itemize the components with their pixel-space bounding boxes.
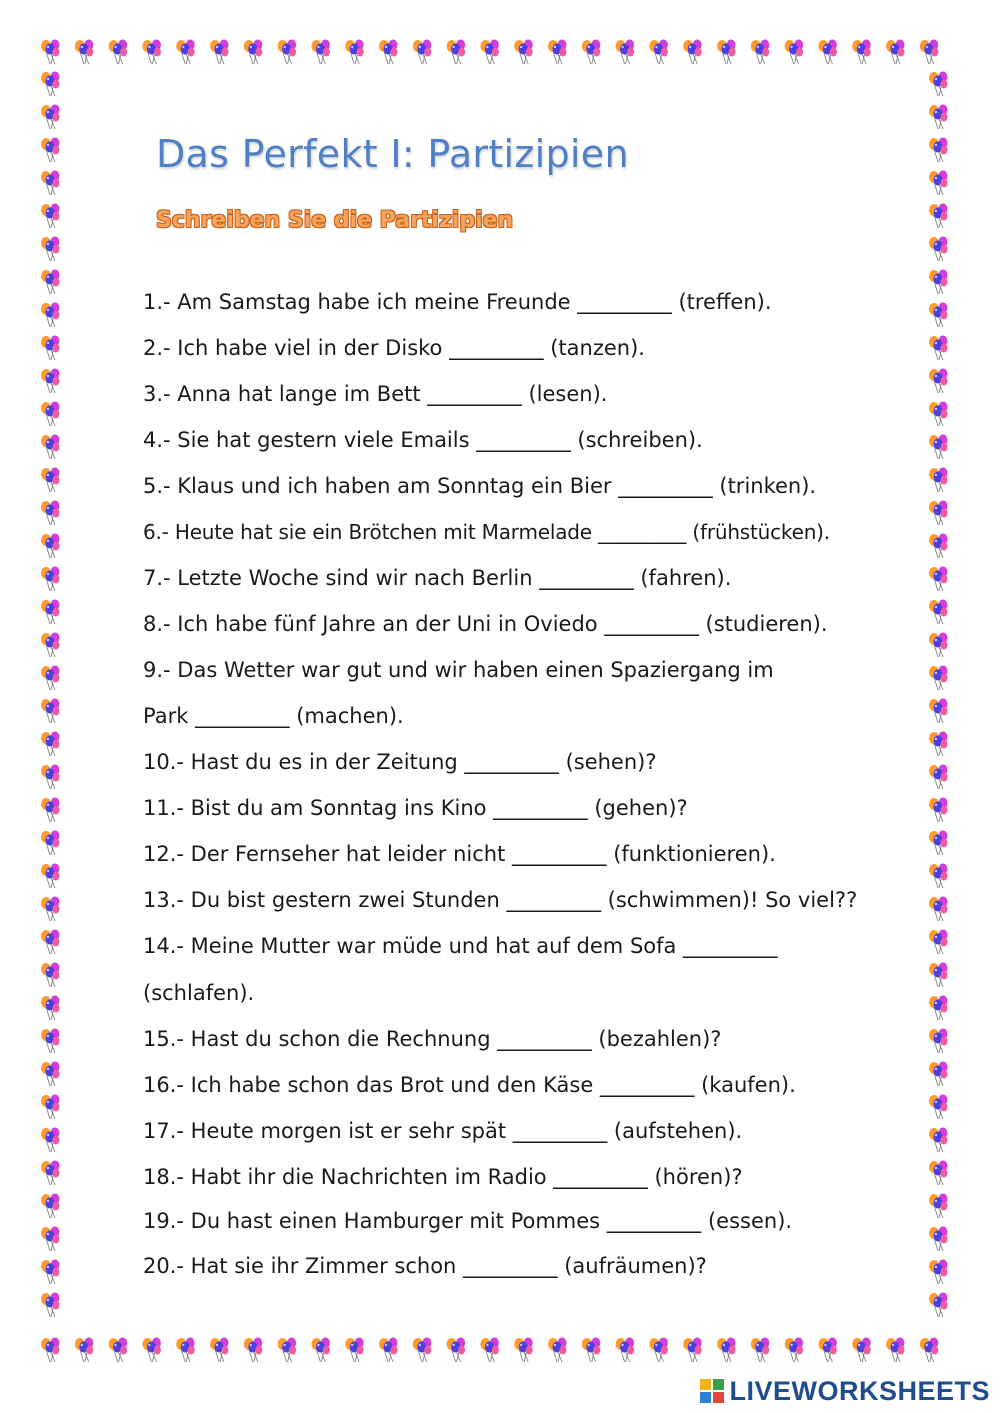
exercise-line-9: 9.- Das Wetter war gut und wir haben einen Spaziergang im [143,658,774,682]
balloon-icon [929,1161,948,1186]
balloon-icon [413,40,432,65]
balloon-icon [929,171,948,196]
balloon-icon [929,798,948,823]
exercise-line-14: 14.- Meine Mutter war müde und hat auf dem Sofa _________ [143,934,778,958]
balloon-icon [616,1338,635,1363]
balloon-icon [929,567,948,592]
balloon-icon [41,72,60,97]
balloon-icon [345,40,364,65]
balloon-icon [413,1338,432,1363]
balloon-icon [41,402,60,427]
exercise-line-7: 7.- Letzte Woche sind wir nach Berlin _________ (fahren). [143,566,732,590]
exercise-line-13: 13.- Du bist gestern zwei Stunden _________ (schwimmen)! So viel?? [143,888,858,912]
balloon-icon [929,369,948,394]
balloon-icon [929,1029,948,1054]
balloon-icon [41,1194,60,1219]
balloon-icon [929,138,948,163]
exercise-line-8: 8.- Ich habe fünf Jahre an der Uni in Oviedo _________ (studieren). [143,612,828,636]
balloon-icon [345,1338,364,1363]
exercise-line-19: 19.- Du hast einen Hamburger mit Pommes _________ (essen). [143,1209,793,1233]
liveworksheets-logo [699,1373,990,1409]
balloon-icon [929,303,948,328]
balloon-icon [929,105,948,130]
balloon-icon [929,633,948,658]
balloon-icon [929,1293,948,1318]
balloon-icon [929,1227,948,1252]
balloon-icon [818,40,837,65]
balloon-icon [379,1338,398,1363]
balloon-icon [41,963,60,988]
balloon-icon [41,666,60,691]
balloon-icon [717,40,736,65]
balloon-icon [929,204,948,229]
balloon-icon [41,204,60,229]
exercise-line-18: 18.- Habt ihr die Nachrichten im Radio _________ (hören)? [143,1165,743,1189]
balloon-icon [41,567,60,592]
balloon-icon [920,40,939,65]
balloon-icon [929,666,948,691]
exercise-line-2: 2.- Ich habe viel in der Disko _________ (tanzen). [143,336,645,360]
balloon-icon [109,40,128,65]
balloon-icon [41,435,60,460]
balloon-icon [41,831,60,856]
balloon-icon [176,1338,195,1363]
balloon-icon [582,1338,601,1363]
balloon-icon [514,1338,533,1363]
exercise-line-11: 11.- Bist du am Sonntag ins Kino _________ (gehen)? [143,796,688,820]
exercise-line-10: 10.- Hast du es in der Zeitung _________ (sehen)? [143,750,657,774]
exercise-line-20: 20.- Hat sie ihr Zimmer schon _________ (aufräumen)? [143,1254,707,1278]
balloon-icon [278,1338,297,1363]
balloon-icon [41,996,60,1021]
balloon-icon [480,1338,499,1363]
balloon-icon [41,237,60,262]
balloon-icon [41,633,60,658]
balloon-icon [41,897,60,922]
balloon-icon [929,1128,948,1153]
balloon-icon [886,1338,905,1363]
balloon-icon [41,138,60,163]
balloon-icon [41,1227,60,1252]
balloon-icon [41,40,60,65]
exercise-line-16: 16.- Ich habe schon das Brot und den Käse _________ (kaufen). [143,1073,796,1097]
balloon-icon [929,237,948,262]
balloon-icon [717,1338,736,1363]
balloon-icon [41,1029,60,1054]
balloon-icon [142,40,161,65]
balloon-icon [751,1338,770,1363]
balloon-icon [75,1338,94,1363]
balloon-icon [41,1095,60,1120]
balloon-icon [582,40,601,65]
balloon-icon [929,402,948,427]
balloon-icon [929,534,948,559]
balloon-icon [929,72,948,97]
balloon-icon [41,303,60,328]
exercise-line-1: 1.- Am Samstag habe ich meine Freunde _________ (treffen). [143,290,772,314]
balloon-icon [41,270,60,295]
balloon-icon [929,1260,948,1285]
balloon-icon [41,1161,60,1186]
balloon-icon [929,1194,948,1219]
balloon-icon [649,40,668,65]
balloon-icon [929,468,948,493]
balloon-icon [41,468,60,493]
balloon-icon [785,40,804,65]
balloon-icon [852,1338,871,1363]
balloon-icon [929,864,948,889]
balloon-icon [751,40,770,65]
balloon-icon [929,435,948,460]
balloon-icon [41,765,60,790]
balloon-icon [41,1128,60,1153]
balloon-icon [41,1260,60,1285]
balloon-icon [929,930,948,955]
balloon-icon [929,1062,948,1087]
liveworksheets-logo-text: LIVEWORKSHEETS [729,1375,990,1406]
balloon-icon [41,171,60,196]
exercise-line-12: 12.- Der Fernseher hat leider nicht _________ (funktionieren). [143,842,776,866]
balloon-icon [210,40,229,65]
balloon-icon [244,40,262,65]
exercise-line-9-cont: Park _________ (machen). [143,704,404,728]
balloon-icon [41,1338,60,1363]
balloon-icon [41,336,60,361]
balloon-icon [929,897,948,922]
balloon-icon [142,1338,161,1363]
balloon-icon [109,1338,128,1363]
balloon-icon [41,501,60,526]
balloon-icon [41,105,60,130]
balloon-icon [41,1293,60,1318]
balloon-icon [683,1338,702,1363]
balloon-icon [210,1338,229,1363]
balloon-icon [929,1095,948,1120]
exercise-line-4: 4.- Sie hat gestern viele Emails _________ (schreiben). [143,428,703,452]
balloon-icon [311,40,330,65]
balloon-icon [818,1338,837,1363]
balloon-icon [649,1338,668,1363]
balloon-icon [548,1338,567,1363]
balloon-icon [929,831,948,856]
balloon-icon [548,40,567,65]
balloon-icon [379,40,398,65]
balloon-icon [278,40,297,65]
exercise-line-6: 6.- Heute hat sie ein Brötchen mit Marmelade _________ (frühstücken). [143,520,830,544]
balloon-icon [929,501,948,526]
balloon-icon [886,40,905,65]
balloon-icon [41,699,60,724]
balloon-icon [41,930,60,955]
balloon-icon [480,40,499,65]
balloon-icon [41,534,60,559]
balloon-icon [41,369,60,394]
balloon-icon [41,732,60,757]
balloon-icon [683,40,702,65]
balloon-icon [75,40,94,65]
balloon-icon [852,40,871,65]
exercise-line-15: 15.- Hast du schon die Rechnung _________ (bezahlen)? [143,1027,722,1051]
balloon-icon [176,40,195,65]
balloon-icon [929,699,948,724]
balloon-icon [616,40,635,65]
liveworksheets-logo-icon [699,1378,725,1404]
balloon-icon [929,600,948,625]
balloon-icon [929,732,948,757]
exercise-line-5: 5.- Klaus und ich haben am Sonntag ein Bier _________ (trinken). [143,474,817,498]
page-subtitle: Schreiben Sie die Partizipien [156,208,514,233]
balloon-icon [244,1338,262,1363]
exercise-line-14-cont: (schlafen). [143,981,255,1005]
balloon-icon [41,798,60,823]
balloon-icon [929,963,948,988]
balloon-icon [920,1338,939,1363]
balloon-icon [447,40,466,65]
page-title: Das Perfekt I: Partizipien [156,132,629,176]
exercise-line-3: 3.- Anna hat lange im Bett _________ (lesen). [143,382,608,406]
balloon-icon [929,765,948,790]
balloon-icon [447,1338,466,1363]
balloon-icon [785,1338,804,1363]
balloon-icon [929,996,948,1021]
balloon-icon [929,270,948,295]
balloon-icon [41,600,60,625]
balloon-icon [929,336,948,361]
balloon-icon [514,40,533,65]
balloon-icon [311,1338,330,1363]
exercise-line-17: 17.- Heute morgen ist er sehr spät _________ (aufstehen). [143,1119,743,1143]
balloon-icon [41,1062,60,1087]
balloon-icon [41,864,60,889]
